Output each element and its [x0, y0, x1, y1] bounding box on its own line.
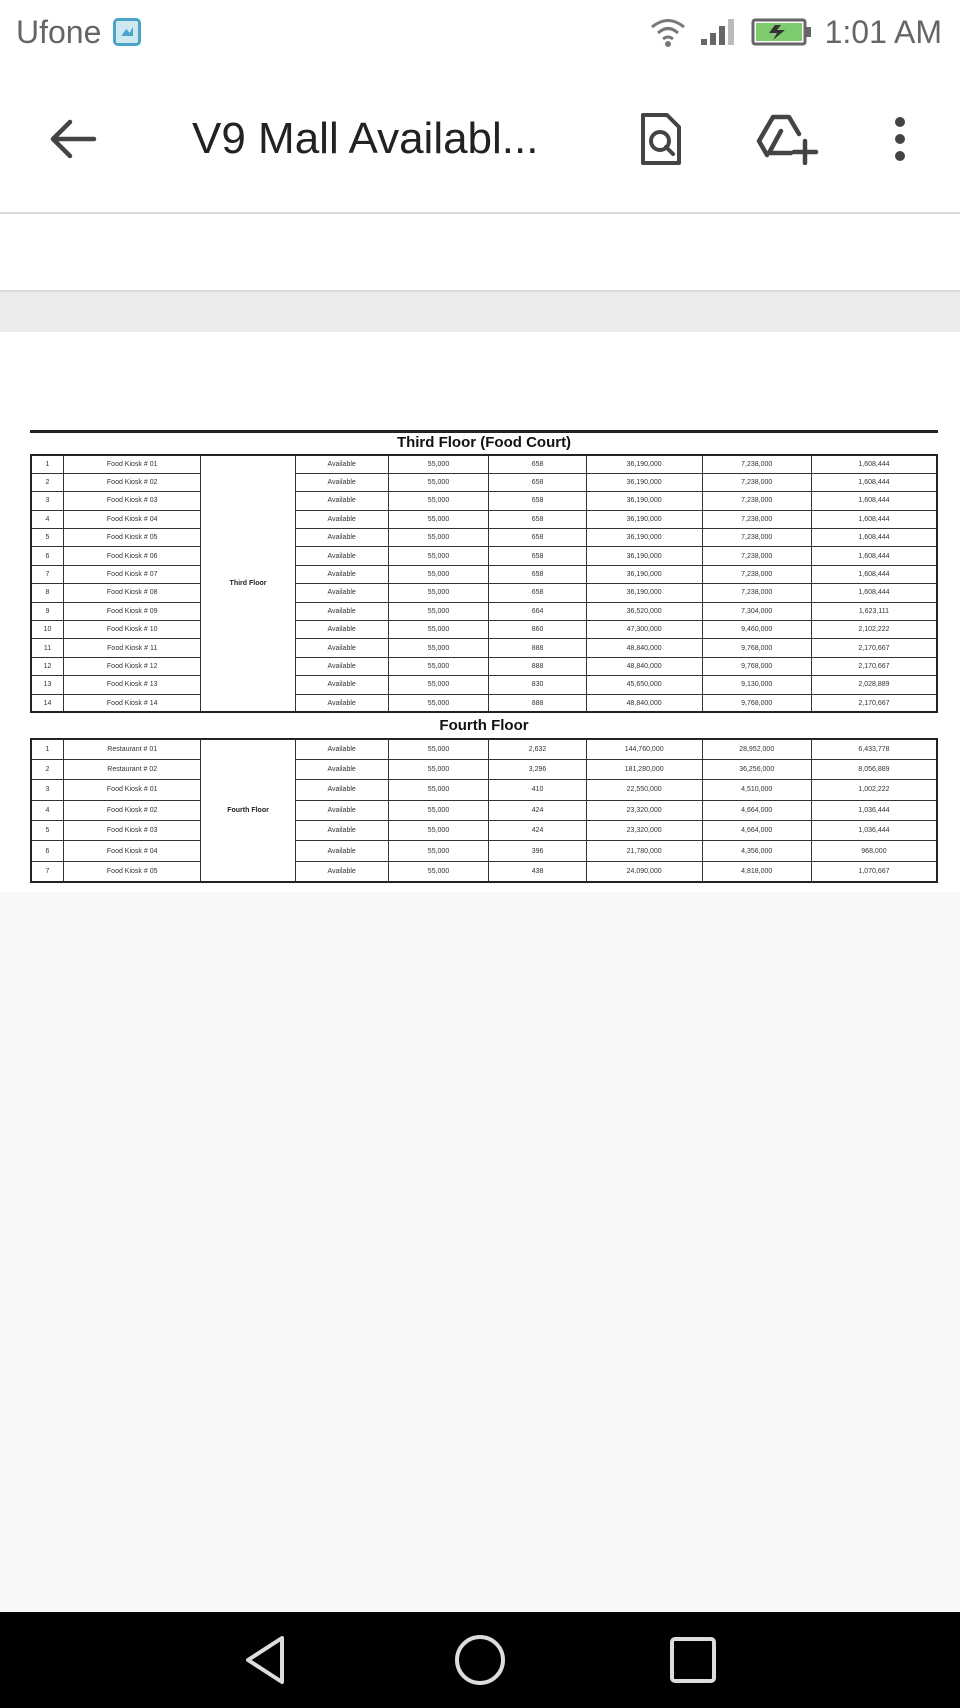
rate-cell: 55,000	[388, 841, 489, 861]
installment-cell: 1,608,444	[811, 492, 937, 510]
area-cell: 658	[489, 510, 586, 528]
installment-cell: 1,608,444	[811, 547, 937, 565]
battery-icon	[751, 17, 813, 47]
total-price-cell: 48,840,000	[586, 657, 702, 675]
gallery-icon	[113, 18, 141, 46]
availability-cell: Available	[295, 602, 388, 620]
down-payment-cell: 7,238,000	[702, 510, 811, 528]
unit-name-cell: Food Kiosk # 04	[63, 841, 200, 861]
rate-cell: 55,000	[388, 602, 489, 620]
rate-cell: 55,000	[388, 739, 489, 759]
installment-cell: 2,170,667	[811, 639, 937, 657]
total-price-cell: 45,650,000	[586, 676, 702, 694]
row-number-cell: 5	[31, 529, 63, 547]
row-number-cell: 12	[31, 657, 63, 675]
table-row	[31, 759, 937, 779]
navigation-bar	[0, 1612, 960, 1708]
table-row	[31, 529, 937, 547]
row-number-cell: 3	[31, 780, 63, 800]
installment-cell: 1,608,444	[811, 455, 937, 473]
total-price-cell: 36,190,000	[586, 547, 702, 565]
availability-cell: Available	[295, 547, 388, 565]
unit-name-cell: Restaurant # 01	[63, 739, 200, 759]
unit-name-cell: Food Kiosk # 09	[63, 602, 200, 620]
total-price-cell: 23,320,000	[586, 800, 702, 820]
availability-cell: Available	[295, 529, 388, 547]
total-price-cell: 21,780,000	[586, 841, 702, 861]
row-number-cell: 7	[31, 861, 63, 881]
down-payment-cell: 7,304,000	[702, 602, 811, 620]
total-price-cell: 144,760,000	[586, 739, 702, 759]
fourth-floor-table	[30, 738, 938, 883]
row-number-cell: 8	[31, 584, 63, 602]
table-row	[31, 565, 937, 583]
nav-back-button[interactable]	[238, 1632, 298, 1688]
unit-name-cell: Food Kiosk # 06	[63, 547, 200, 565]
area-cell: 888	[489, 657, 586, 675]
installment-cell: 968,000	[811, 841, 937, 861]
rate-cell: 55,000	[388, 565, 489, 583]
unit-name-cell: Food Kiosk # 04	[63, 510, 200, 528]
total-price-cell: 24,090,000	[586, 861, 702, 881]
unit-name-cell: Food Kiosk # 05	[63, 861, 200, 881]
down-payment-cell: 4,510,000	[702, 780, 811, 800]
down-payment-cell: 4,818,000	[702, 861, 811, 881]
unit-name-cell: Food Kiosk # 02	[63, 800, 200, 820]
more-options-button[interactable]	[855, 94, 945, 184]
nav-home-button[interactable]	[450, 1632, 510, 1688]
availability-cell: Available	[295, 841, 388, 861]
floor-label-cell: Fourth Floor	[201, 739, 295, 882]
home-circle-icon	[450, 1632, 510, 1688]
row-number-cell: 4	[31, 800, 63, 820]
installment-cell: 1,070,667	[811, 861, 937, 881]
unit-name-cell: Food Kiosk # 12	[63, 657, 200, 675]
wifi-icon	[649, 16, 687, 48]
installment-cell: 2,028,889	[811, 676, 937, 694]
row-number-cell: 6	[31, 841, 63, 861]
row-number-cell: 1	[31, 455, 63, 473]
installment-cell: 1,608,444	[811, 510, 937, 528]
document-search-icon	[639, 111, 683, 167]
unit-name-cell: Restaurant # 02	[63, 759, 200, 779]
rate-cell: 55,000	[388, 821, 489, 841]
installment-cell: 1,036,444	[811, 800, 937, 820]
unit-name-cell: Food Kiosk # 10	[63, 621, 200, 639]
document-page	[0, 332, 960, 892]
more-vert-icon	[893, 116, 907, 162]
carrier-name: Ufone	[16, 13, 102, 50]
installment-cell: 6,433,778	[811, 739, 937, 759]
table-row	[31, 602, 937, 620]
fourth-floor-title: Fourth Floor	[439, 717, 529, 734]
area-cell: 830	[489, 676, 586, 694]
rate-cell: 55,000	[388, 547, 489, 565]
rate-cell: 55,000	[388, 529, 489, 547]
installment-cell: 2,170,667	[811, 694, 937, 712]
down-payment-cell: 7,238,000	[702, 455, 811, 473]
back-button[interactable]	[28, 94, 118, 184]
rate-cell: 55,000	[388, 657, 489, 675]
total-price-cell: 36,190,000	[586, 565, 702, 583]
rate-cell: 55,000	[388, 584, 489, 602]
status-bar	[0, 0, 960, 64]
document-title: V9 Mall Availabl...	[192, 114, 539, 163]
availability-cell: Available	[295, 657, 388, 675]
availability-cell: Available	[295, 639, 388, 657]
availability-cell: Available	[295, 739, 388, 759]
down-payment-cell: 7,238,000	[702, 492, 811, 510]
total-price-cell: 36,190,000	[586, 455, 702, 473]
availability-cell: Available	[295, 584, 388, 602]
table-row	[31, 492, 937, 510]
down-payment-cell: 9,768,000	[702, 657, 811, 675]
unit-name-cell: Food Kiosk # 03	[63, 492, 200, 510]
area-cell: 424	[489, 800, 586, 820]
area-cell: 888	[489, 694, 586, 712]
row-number-cell: 14	[31, 694, 63, 712]
availability-cell: Available	[295, 455, 388, 473]
row-number-cell: 9	[31, 602, 63, 620]
availability-cell: Available	[295, 565, 388, 583]
rate-cell: 55,000	[388, 473, 489, 491]
area-cell: 658	[489, 492, 586, 510]
total-price-cell: 36,190,000	[586, 529, 702, 547]
availability-cell: Available	[295, 861, 388, 881]
down-payment-cell: 9,460,000	[702, 621, 811, 639]
area-cell: 3,296	[489, 759, 586, 779]
table-row	[31, 694, 937, 712]
down-payment-cell: 7,238,000	[702, 584, 811, 602]
installment-cell: 2,170,667	[811, 657, 937, 675]
down-payment-cell: 4,664,000	[702, 821, 811, 841]
document-viewer[interactable]	[0, 332, 960, 1612]
rate-cell: 55,000	[388, 492, 489, 510]
unit-name-cell: Food Kiosk # 14	[63, 694, 200, 712]
back-triangle-icon	[238, 1632, 298, 1688]
rate-cell: 55,000	[388, 800, 489, 820]
installment-cell: 1,608,444	[811, 584, 937, 602]
down-payment-cell: 4,356,000	[702, 841, 811, 861]
page-separator	[0, 290, 960, 334]
down-payment-cell: 7,238,000	[702, 473, 811, 491]
row-number-cell: 3	[31, 492, 63, 510]
app-bar	[0, 64, 960, 214]
availability-cell: Available	[295, 492, 388, 510]
unit-name-cell: Food Kiosk # 07	[63, 565, 200, 583]
total-price-cell: 48,840,000	[586, 694, 702, 712]
down-payment-cell: 4,664,000	[702, 800, 811, 820]
unit-name-cell: Food Kiosk # 01	[63, 455, 200, 473]
total-price-cell: 47,300,000	[586, 621, 702, 639]
area-cell: 658	[489, 547, 586, 565]
table-row	[31, 584, 937, 602]
row-number-cell: 5	[31, 821, 63, 841]
table-row	[31, 510, 937, 528]
availability-cell: Available	[295, 694, 388, 712]
rate-cell: 55,000	[388, 759, 489, 779]
table-row	[31, 780, 937, 800]
down-payment-cell: 28,952,000	[702, 739, 811, 759]
table-row	[31, 821, 937, 841]
area-cell: 860	[489, 621, 586, 639]
area-cell: 658	[489, 565, 586, 583]
row-number-cell: 7	[31, 565, 63, 583]
toolbar-spacer	[0, 216, 960, 290]
installment-cell: 1,608,444	[811, 529, 937, 547]
table-row	[31, 455, 937, 473]
availability-cell: Available	[295, 821, 388, 841]
total-price-cell: 36,190,000	[586, 492, 702, 510]
unit-name-cell: Food Kiosk # 05	[63, 529, 200, 547]
table-row	[31, 676, 937, 694]
table-row	[31, 547, 937, 565]
third-floor-title: Third Floor (Food Court)	[396, 434, 572, 451]
rate-cell: 55,000	[388, 861, 489, 881]
row-number-cell: 4	[31, 510, 63, 528]
row-number-cell: 1	[31, 739, 63, 759]
table-row	[31, 639, 937, 657]
total-price-cell: 36,190,000	[586, 584, 702, 602]
down-payment-cell: 7,238,000	[702, 547, 811, 565]
total-price-cell: 36,190,000	[586, 473, 702, 491]
find-in-document-button[interactable]	[616, 94, 706, 184]
installment-cell: 1,002,222	[811, 780, 937, 800]
table-row	[31, 841, 937, 861]
recents-square-icon	[662, 1632, 722, 1688]
installment-cell: 1,608,444	[811, 565, 937, 583]
table-row	[31, 621, 937, 639]
add-to-drive-icon	[755, 113, 819, 165]
installment-cell: 1,608,444	[811, 473, 937, 491]
add-to-drive-button[interactable]	[742, 94, 832, 184]
availability-cell: Available	[295, 780, 388, 800]
down-payment-cell: 9,768,000	[702, 694, 811, 712]
area-cell: 438	[489, 861, 586, 881]
rate-cell: 55,000	[388, 780, 489, 800]
row-number-cell: 11	[31, 639, 63, 657]
installment-cell: 1,623,111	[811, 602, 937, 620]
total-price-cell: 181,280,000	[586, 759, 702, 779]
table-row	[31, 657, 937, 675]
table-row	[31, 800, 937, 820]
table-row	[31, 861, 937, 881]
area-cell: 658	[489, 455, 586, 473]
area-cell: 658	[489, 529, 586, 547]
area-cell: 424	[489, 821, 586, 841]
total-price-cell: 23,320,000	[586, 821, 702, 841]
installment-cell: 8,056,889	[811, 759, 937, 779]
unit-name-cell: Food Kiosk # 08	[63, 584, 200, 602]
down-payment-cell: 9,130,000	[702, 676, 811, 694]
down-payment-cell: 7,238,000	[702, 565, 811, 583]
row-number-cell: 13	[31, 676, 63, 694]
rate-cell: 55,000	[388, 621, 489, 639]
row-number-cell: 10	[31, 621, 63, 639]
total-price-cell: 36,190,000	[586, 510, 702, 528]
row-number-cell: 2	[31, 473, 63, 491]
rate-cell: 55,000	[388, 676, 489, 694]
rate-cell: 55,000	[388, 694, 489, 712]
unit-name-cell: Food Kiosk # 03	[63, 821, 200, 841]
unit-name-cell: Food Kiosk # 11	[63, 639, 200, 657]
installment-cell: 1,036,444	[811, 821, 937, 841]
availability-cell: Available	[295, 473, 388, 491]
unit-name-cell: Food Kiosk # 13	[63, 676, 200, 694]
status-left	[16, 14, 141, 51]
down-payment-cell: 9,768,000	[702, 639, 811, 657]
table-row	[31, 739, 937, 759]
availability-cell: Available	[295, 621, 388, 639]
area-cell: 664	[489, 602, 586, 620]
back-arrow-icon	[48, 117, 98, 161]
availability-cell: Available	[295, 510, 388, 528]
unit-name-cell: Food Kiosk # 02	[63, 473, 200, 491]
total-price-cell: 48,840,000	[586, 639, 702, 657]
row-number-cell: 2	[31, 759, 63, 779]
area-cell: 658	[489, 473, 586, 491]
availability-cell: Available	[295, 676, 388, 694]
down-payment-cell: 36,256,000	[702, 759, 811, 779]
area-cell: 410	[489, 780, 586, 800]
rate-cell: 55,000	[388, 510, 489, 528]
unit-name-cell: Food Kiosk # 01	[63, 780, 200, 800]
row-number-cell: 6	[31, 547, 63, 565]
total-price-cell: 22,550,000	[586, 780, 702, 800]
rate-cell: 55,000	[388, 639, 489, 657]
signal-icon	[699, 17, 739, 47]
total-price-cell: 36,520,000	[586, 602, 702, 620]
clock: 1:01 AM	[824, 13, 942, 50]
status-right	[649, 14, 942, 51]
area-cell: 658	[489, 584, 586, 602]
top-rule	[30, 430, 938, 433]
down-payment-cell: 7,238,000	[702, 529, 811, 547]
floor-label-cell: Third Floor	[201, 455, 295, 712]
table-row	[31, 473, 937, 491]
rate-cell: 55,000	[388, 455, 489, 473]
availability-cell: Available	[295, 759, 388, 779]
area-cell: 888	[489, 639, 586, 657]
third-floor-table	[30, 454, 938, 713]
area-cell: 396	[489, 841, 586, 861]
nav-recents-button[interactable]	[662, 1632, 722, 1688]
area-cell: 2,632	[489, 739, 586, 759]
availability-cell: Available	[295, 800, 388, 820]
installment-cell: 2,102,222	[811, 621, 937, 639]
